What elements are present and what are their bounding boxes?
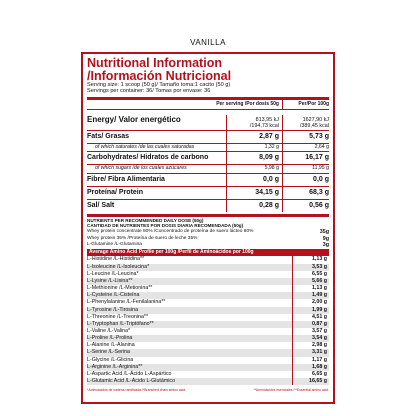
nutrient-per-100g: 68,3 g [282, 187, 329, 199]
nutrition-label-panel [81, 52, 335, 404]
nutrient-row [87, 200, 329, 212]
nutrient-per-100g: 0,56 g [282, 200, 329, 212]
amino-acid-row [87, 371, 329, 378]
amino-acid-value: 5,66 g [292, 278, 329, 285]
energy-row [87, 110, 329, 130]
amino-acid-row [87, 256, 329, 263]
amino-acid-value: 0,87 g [292, 321, 329, 328]
amino-acid-value: 3,57 g [292, 328, 329, 335]
amino-acid-value: 16,65 g [292, 378, 329, 385]
nutrient-per-serving: 5,98 g [226, 165, 282, 173]
rd-list [87, 229, 329, 248]
rd-title-english: NUTRIENTS PER RECOMMENDED DAILY DOSE (50g) [87, 217, 204, 223]
amino-acid-value: 2,00 g [292, 299, 329, 306]
energy-serving: 813,95 kJ /194,73 kcal [226, 115, 282, 130]
amino-acid-value: 1,99 g [292, 307, 329, 314]
amino-acid-row [87, 364, 329, 371]
rd-label: L-Glutamine /L-Glutamina [87, 242, 142, 247]
amino-acid-name: L-Tryptophan /L-Triptófano** [87, 320, 154, 327]
amino-acid-name: L-Arginine /L-Arginina** [87, 363, 143, 370]
amino-acid-value: 2,98 g [292, 342, 329, 349]
amino-acid-row [87, 335, 329, 342]
nutrient-per-serving: 0,0 g [226, 174, 282, 186]
amino-acid-value: 3,31 g [292, 349, 329, 356]
rd-label: Whey protein 35% /Proteína de suero de leche 35% [87, 235, 198, 241]
amino-acid-row [87, 278, 329, 285]
servings-per-container: Servings per container: 36/ Tomas por envase: 36 [87, 88, 211, 95]
footnote-essential: **Aminoácidos esenciales /**Essential amino acid. [253, 388, 329, 393]
nutrient-row [87, 152, 329, 164]
amino-acid-name: L-Phenylalanine /L-Fenilalanina** [87, 299, 166, 306]
footnote-bcaa: *Aminoácidos de cadena ramificada /*Branched chain amino acid. [87, 388, 187, 393]
amino-acid-name: L-Cysteine /L-Cisteína [87, 292, 140, 299]
flavor-label: VANILLA [190, 38, 226, 47]
title-spanish: /Información Nutricional [87, 68, 232, 83]
amino-acid-value: 1,17 g [292, 357, 329, 364]
nutrient-list [87, 131, 329, 217]
amino-acid-row [87, 299, 329, 306]
col-per-100g: Per/Por 100g [282, 100, 329, 109]
amino-acid-name: L-Serine /L-Serina [87, 349, 130, 356]
amino-acid-name: L-Proline /L-Prolina [87, 335, 133, 342]
nutrient-per-serving: 8,09 g [226, 152, 282, 164]
amino-acid-name: L-Isoleucine /L-Isoleucina* [87, 263, 150, 270]
footnotes [87, 388, 329, 392]
title-english: Nutritional Information [87, 55, 223, 70]
amino-acid-value: 1,13 g [292, 256, 329, 263]
rd-label: Whey protein concentrate 80% /Concentrado de proteína de suero lácteo 80% [87, 229, 254, 235]
nutrient-per-serving: 34,15 g [226, 187, 282, 199]
nutrient-label: Sal/ Salt [87, 201, 115, 209]
col-per-serving: Per serving /Por dosis 50g [216, 100, 279, 107]
nutrient-per-100g: 11,95 g [282, 165, 329, 173]
amino-acid-row [87, 292, 329, 299]
amino-acid-value: 4,51 g [292, 314, 329, 321]
nutrient-per-serving: 0,28 g [226, 200, 282, 212]
nutrient-label: of which saturates /de las cuales saturadas [95, 143, 195, 150]
amino-acid-value: 1,49 g [292, 292, 329, 299]
nutrient-per-100g: 0,0 g [282, 174, 329, 186]
amino-acid-row [87, 307, 329, 314]
amino-acid-name: L-Threonine /L-Treonina** [87, 313, 149, 320]
amino-acid-row [87, 264, 329, 271]
amino-acid-value: 3,53 g [292, 264, 329, 271]
amino-acid-value: 3,54 g [292, 335, 329, 342]
amino-acid-row [87, 342, 329, 349]
serving-size: Serving size: 1 scoop (50 g)/ Tamaño toma:1 cacito (50 g) [87, 82, 231, 88]
nutrient-row [87, 131, 329, 143]
amino-acid-name: L-Alanine /L-Alanina [87, 342, 135, 349]
amino-acid-row [87, 271, 329, 278]
amino-acid-name: L-Methionine /L-Metionina** [87, 285, 153, 292]
amino-acid-value: 6,55 g [292, 271, 329, 278]
rd-row [87, 242, 329, 248]
rd-value: 35g [319, 229, 329, 236]
nutrient-per-100g: 16,17 g [282, 152, 329, 164]
amino-acid-name: L-Glutamic Acid /L-Ácido L-Glutámico [87, 378, 176, 385]
nutrient-label: Proteína/ Protein [87, 188, 144, 196]
amino-acid-row [87, 328, 329, 335]
rd-value: 3g [322, 242, 329, 248]
nutrient-label: Fibre/ Fibra Alimentaria [87, 175, 165, 183]
nutrient-per-100g: 5,73 g [282, 131, 329, 143]
amino-acid-value: 1,13 g [292, 285, 329, 292]
nutrient-per-serving: 1,32 g [226, 144, 282, 152]
nutrient-row [87, 144, 329, 152]
amino-acid-row [87, 321, 329, 328]
amino-acid-name: L-Valine /L-Valina* [87, 327, 131, 334]
rd-title-spanish: CANTIDAD DE NUTRIENTES POR DOSIS DIARIA RECOMENDADA (50g) [87, 223, 244, 229]
energy-label: Energy/ Valor energético [87, 114, 181, 124]
amino-acid-value: 1,68 g [292, 364, 329, 371]
column-header [87, 100, 329, 109]
amino-acid-value: 6,65 g [292, 371, 329, 378]
amino-acid-name: L-Glycine /L-Glicina [87, 356, 134, 363]
nutrient-label: Fats/ Grasas [87, 132, 130, 140]
amino-acid-name: L-Lysine /L-Lisina** [87, 277, 133, 284]
amino-acid-row [87, 378, 329, 385]
amino-acid-header: Average Amino Acid Profile per 100g /Perfil de Aminoácidos por 100g [87, 249, 329, 256]
nutrient-row [87, 187, 329, 199]
amino-acid-list [87, 256, 329, 385]
rd-value: 9g [322, 235, 329, 242]
amino-acid-name: L-Histidine /L-Histidina** [87, 256, 145, 263]
nutrient-row [87, 174, 329, 186]
nutrient-row [87, 165, 329, 173]
amino-acid-name: L-Aspartic Acid /L-Ácido L-Aspártico [87, 370, 172, 377]
nutrient-label: of which sugars /de los cuales azúcares [95, 165, 187, 172]
amino-acid-row [87, 285, 329, 292]
amino-acid-name: L-Tyrosine /L-Tirosina [87, 306, 139, 313]
amino-acid-name: L-Leucine /L-Leucina* [87, 270, 139, 277]
amino-acid-row [87, 349, 329, 356]
amino-acid-row [87, 314, 329, 321]
energy-per-100g: 1627,90 kJ /389,45 kcal [282, 115, 329, 130]
nutrient-per-serving: 2,87 g [226, 131, 282, 143]
amino-acid-row [87, 357, 329, 364]
nutrient-label: Carbohydrates/ Hidratos de carbono [87, 154, 209, 162]
nutrient-per-100g: 2,64 g [282, 144, 329, 152]
